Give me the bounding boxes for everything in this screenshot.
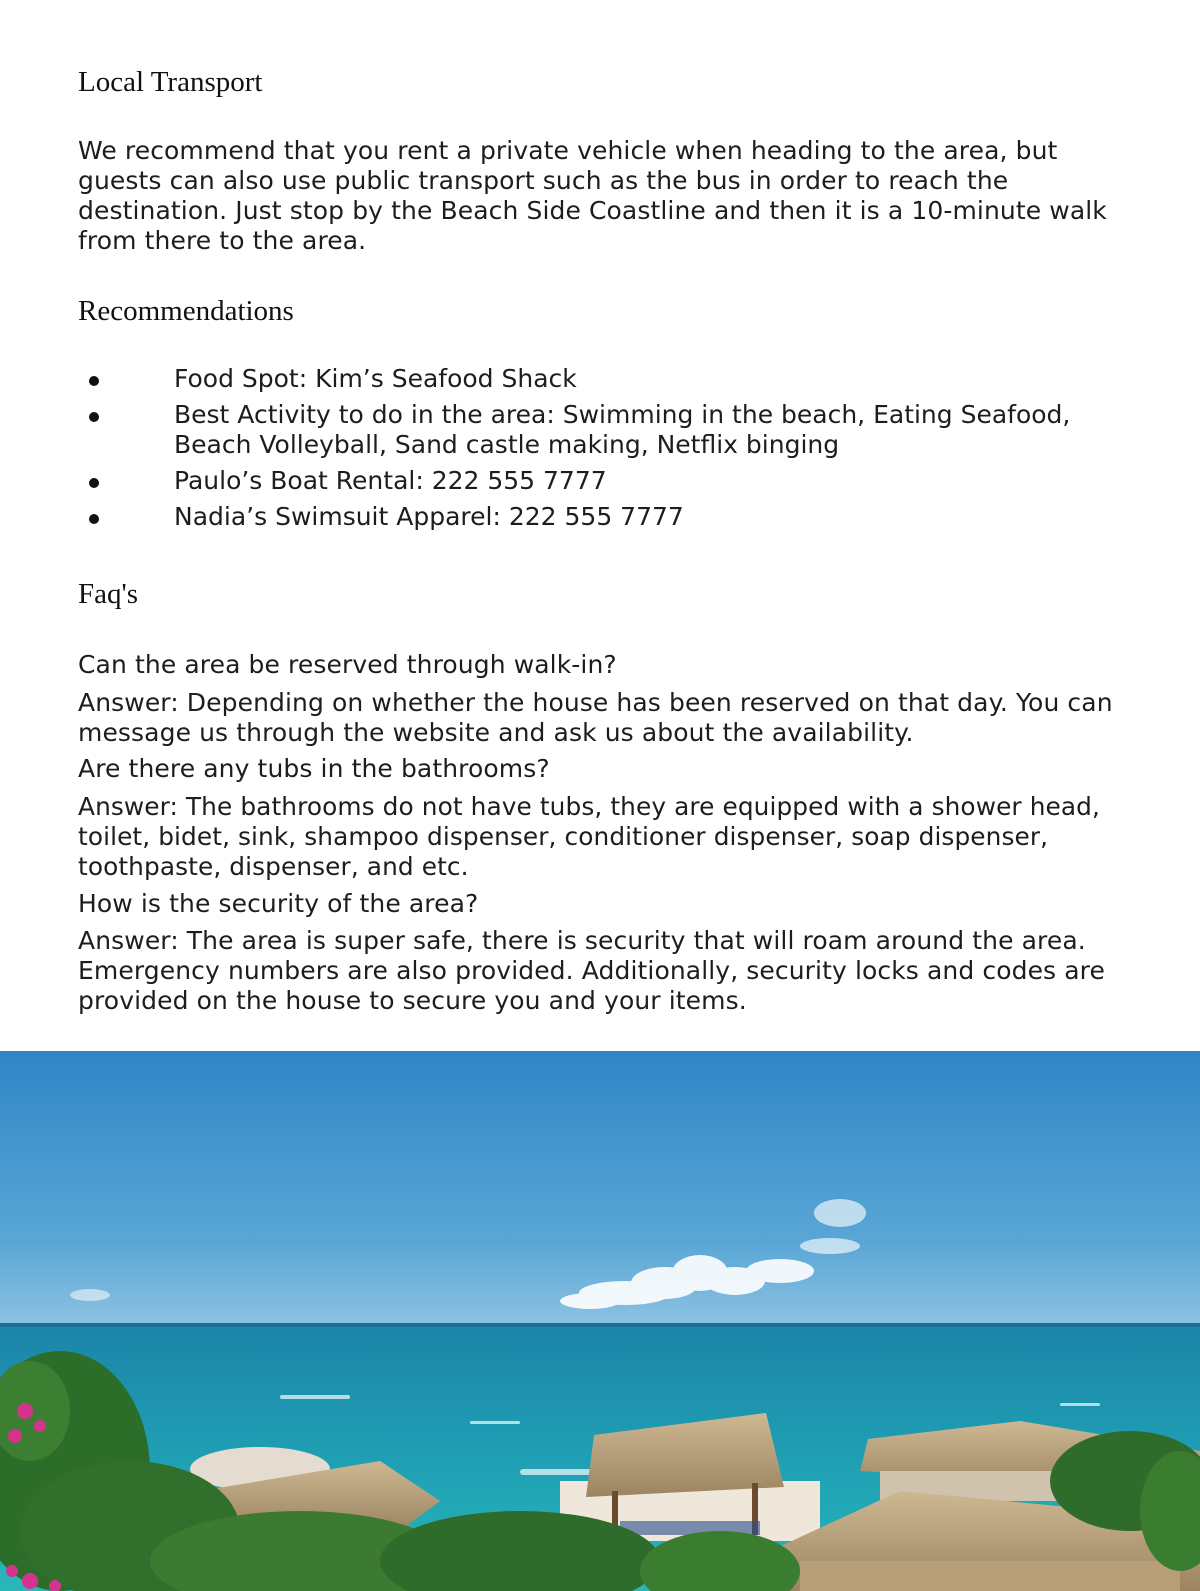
recommendation-text: Food Spot: Kim’s Seafood Shack	[174, 364, 577, 393]
recommendation-item	[78, 502, 1118, 532]
recommendation-item	[78, 400, 1118, 460]
beach-resort-photo	[0, 1051, 1200, 1591]
recommendation-item	[78, 364, 1118, 394]
bullet-icon	[89, 514, 99, 524]
bullet-icon	[89, 478, 99, 488]
recommendation-item	[78, 466, 1118, 496]
recommendation-text: Paulo’s Boat Rental: 222 555 7777	[174, 466, 607, 495]
recommendations-list	[78, 364, 1118, 538]
faqs-heading: Faq's	[78, 578, 139, 610]
bullet-icon	[89, 376, 99, 386]
faq-answer: Answer: Depending on whether the house has been reserved on that day. You can message us through the website and ask us about the availability.	[78, 688, 1113, 747]
local-transport-paragraph: We recommend that you rent a private vehicle when heading to the area, but guests can also use public transport such as the bus in order to reach the destination. Just stop by the Beach Side Coastline and then it is a 10-minute walk from there to the area.	[78, 136, 1107, 255]
recommendation-text: Best Activity to do in the area: Swimming in the beach, Eating Seafood, Beach Volleyball, Sand castle making, Netflix binging	[174, 400, 1071, 459]
recommendations-heading: Recommendations	[78, 295, 294, 327]
bullet-icon	[89, 412, 99, 422]
recommendation-text: Nadia’s Swimsuit Apparel: 222 555 7777	[174, 502, 684, 531]
faq-question: Can the area be reserved through walk-in?	[78, 650, 617, 679]
faq-answer: Answer: The area is super safe, there is security that will roam around the area. Emergency numbers are also provided. Additionally, security locks and codes are provided on the house to secure you and your items.	[78, 926, 1105, 1015]
faq-question: Are there any tubs in the bathrooms?	[78, 754, 550, 783]
faq-question: How is the security of the area?	[78, 889, 479, 918]
faq-answer: Answer: The bathrooms do not have tubs, they are equipped with a shower head, toilet, bidet, sink, shampoo dispenser, conditioner dispenser, soap dispenser, toothpaste, dispenser, and etc.	[78, 792, 1100, 881]
local-transport-heading: Local Transport	[78, 66, 263, 98]
